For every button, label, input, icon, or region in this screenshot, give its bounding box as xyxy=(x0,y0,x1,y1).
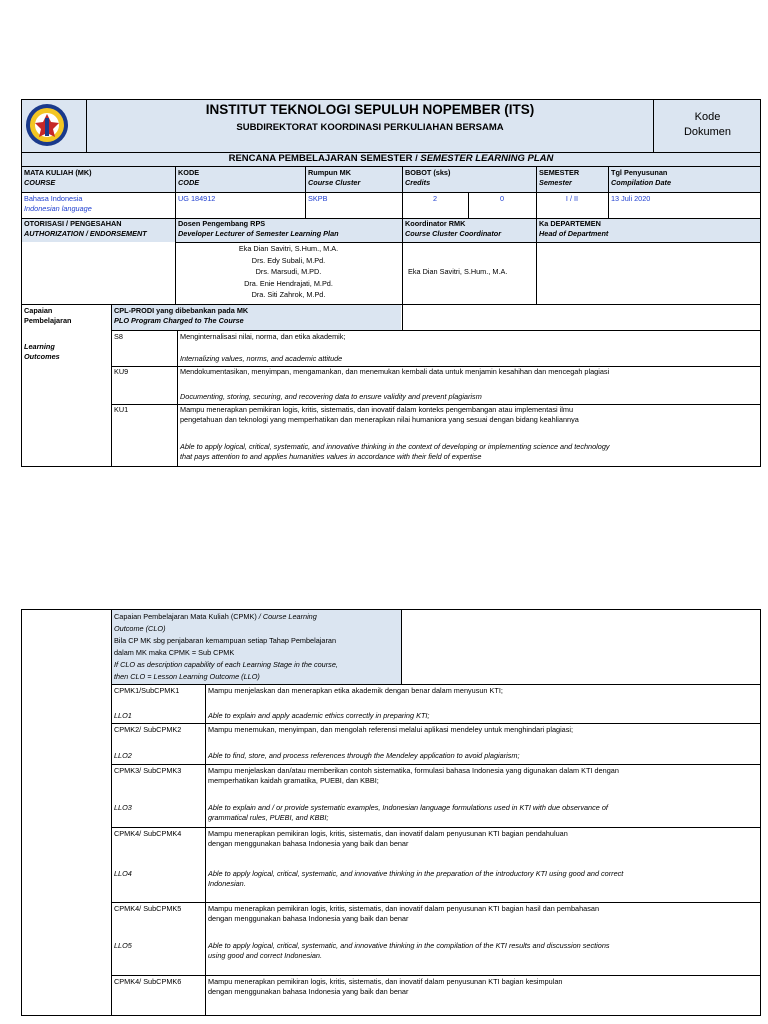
compilation-date: 13 Juli 2020 xyxy=(611,194,651,203)
clo-en: Able to find, store, and process references through the Mendeley application to avoid plagiarism; xyxy=(208,751,520,760)
credits-label: BOBOT (sks) Credits xyxy=(405,168,451,187)
clo-en: Able to explain and / or provide systematic examples, Indonesian language formulations used in KTI with due observance of grammatical rules, PUEBI, and KBBI; xyxy=(208,803,608,822)
clo-code: CPMK3/ SubCPMK3 xyxy=(114,766,182,775)
its-logo xyxy=(24,102,70,148)
clo-id: Mampu menerapkan pemikiran logis, kritis, sistematis, dan inovatif dalam penyusunan KTI bagian kesimpulan dengan menggunakan bahasa Indonesia yang baik dan benar xyxy=(208,977,563,996)
directorate-name: SUBDIREKTORAT KOORDINASI PERKULIAHAN BERSAMA xyxy=(236,122,504,133)
plo-en: Internalizing values, norms, and academic attitude xyxy=(180,354,343,363)
clo-id: Mampu menjelaskan dan/atau memberikan contoh sistematika, formulasi bahasa Indonesia yang digunakan dalam KTI dengan memperhatikan kaidah gramatika, PUEBI, dan KBBI; xyxy=(208,766,619,785)
clo-id: Mampu menerapkan pemikiran logis, kritis, sistematis, dan inovatif dalam penyusunan KTI bagian pendahuluan dengan menggunakan bahasa Indonesia yang baik dan benar xyxy=(208,829,568,848)
coordinator-name: Eka Dian Savitri, S.Hum., M.A. xyxy=(408,267,508,276)
clo-en: Able to apply logical, critical, systematic, and innovative thinking in the preparation of the introductory KTI using good and correct Indonesian. xyxy=(208,869,624,888)
cluster-label: Rumpun MK Course Cluster xyxy=(308,168,361,187)
llo-code: LLO1 xyxy=(114,711,132,720)
plo-id: Menginternalisasi nilai, norma, dan etika akademik; xyxy=(180,332,346,341)
plo-id: Mampu menerapkan pemikiran logis, kritis, sistematis, dan inovatif dalam konteks pengembangan atau implementasi ilmu pengetahuan dan teknologi yang memperhatikan dan menerapkan nilai humaniora yang sesuai dengan bidang keahliannya xyxy=(180,405,579,424)
authorization-label: OTORISASI / PENGESAHAN AUTHORIZATION / ENDORSEMENT xyxy=(24,219,147,238)
clo-code: CPMK4/ SubCPMK4 xyxy=(114,829,182,838)
course-name: Bahasa Indonesia Indonesian language xyxy=(24,194,92,213)
plo-code: KU1 xyxy=(114,405,129,414)
compilation-date-label: Tgl Penyusunan Compilation Date xyxy=(611,168,671,187)
plo-code: S8 xyxy=(114,332,123,341)
head-label: Ka DEPARTEMEN Head of Department xyxy=(539,219,609,238)
course-label: MATA KULIAH (MK) COURSE xyxy=(24,168,92,187)
plo-en: Documenting, storing, securing, and recovering data to ensure validity and prevent plagiarism xyxy=(180,392,482,401)
clo-code: CPMK1/SubCPMK1 xyxy=(114,686,180,695)
llo-code: LLO2 xyxy=(114,751,132,760)
code-label: KODE CODE xyxy=(178,168,200,187)
developer-list: Eka Dian Savitri, S.Hum., M.A. Drs. Edy Subali, M.Pd. Drs. Marsudi, M.PD. Dra. Enie Hendrajati, M.Pd. Dra. Siti Zahrok, M.Pd. xyxy=(238,244,339,300)
plo-id: Mendokumentasikan, menyimpan, mengamankan, dan menemukan kembali data untuk menjamin kesahihan dan mencegah plagiasi xyxy=(180,367,610,376)
llo-code: LLO4 xyxy=(114,869,132,878)
clo-id: Mampu menemukan, menyimpan, dan mengolah referensi melalui aplikasi mendeley untuk menghindari plagiasi; xyxy=(208,725,574,734)
institution-name: INSTITUT TEKNOLOGI SEPULUH NOPEMBER (ITS) xyxy=(205,102,535,117)
course-cluster: SKPB xyxy=(308,194,328,203)
course-code: UG 184912 xyxy=(178,194,216,203)
outcomes-label: Capaian Pembelajaran xyxy=(24,306,72,325)
clo-en: Able to apply logical, critical, systematic, and innovative thinking in the compilation of the KTI results and discussion sections using good and correct Indonesian. xyxy=(208,941,610,960)
clo-code: CPMK2/ SubCPMK2 xyxy=(114,725,182,734)
doc-code-label: Kode Dokumen xyxy=(683,111,732,138)
llo-code: LLO5 xyxy=(114,941,132,950)
plan-title: RENCANA PEMBELAJARAN SEMESTER / SEMESTER LEARNING PLAN xyxy=(228,153,554,164)
clo-code: CPMK4/ SubCPMK6 xyxy=(114,977,182,986)
semester-value: I / II xyxy=(565,194,579,203)
plo-code: KU9 xyxy=(114,367,129,376)
clo-id: Mampu menerapkan pemikiran logis, kritis, sistematis, dan inovatif dalam penyusunan KTI bagian hasil dan pembahasan dengan menggunakan bahasa Indonesia yang baik dan benar xyxy=(208,904,599,923)
plo-en: Able to apply logical, critical, systematic, and innovative thinking in the context of developing or implementing science and technology that pays attention to and applies humanities values in accordance with their field of expertise xyxy=(180,442,610,461)
coordinator-label: Koordinator RMK Course Cluster Coordinator xyxy=(405,219,502,238)
credit-value-1: 2 xyxy=(432,194,438,203)
clo-en: Able to explain and apply academic ethics correctly in preparing KTI; xyxy=(208,711,430,720)
credit-value-2: 0 xyxy=(499,194,505,203)
clo-code: CPMK4/ SubCPMK5 xyxy=(114,904,182,913)
clo-header: Capaian Pembelajaran Mata Kuliah (CPMK) / Course Learning Outcome (CLO) Bila CP MK sbg penjabaran kemampuan setiap Tahap Pembelajaran dalam MK maka CPMK = Sub CPMK If CLO as description capability of each Learning Stage in the course, then CLO = Lesson Learning Outcome (LLO) xyxy=(114,612,338,681)
developer-label: Dosen Pengembang RPS Developer Lecturer of Semester Learning Plan xyxy=(178,219,339,238)
semester-label: SEMESTER Semester xyxy=(539,168,580,187)
outcomes-label-en: Learning Outcomes xyxy=(24,342,60,361)
llo-code: LLO3 xyxy=(114,803,132,812)
plo-header: CPL-PRODI yang dibebankan pada MK PLO Program Charged to The Course xyxy=(114,306,249,325)
clo-id: Mampu menjelaskan dan menerapkan etika akademik dengan benar dalam menyusun KTI; xyxy=(208,686,503,695)
